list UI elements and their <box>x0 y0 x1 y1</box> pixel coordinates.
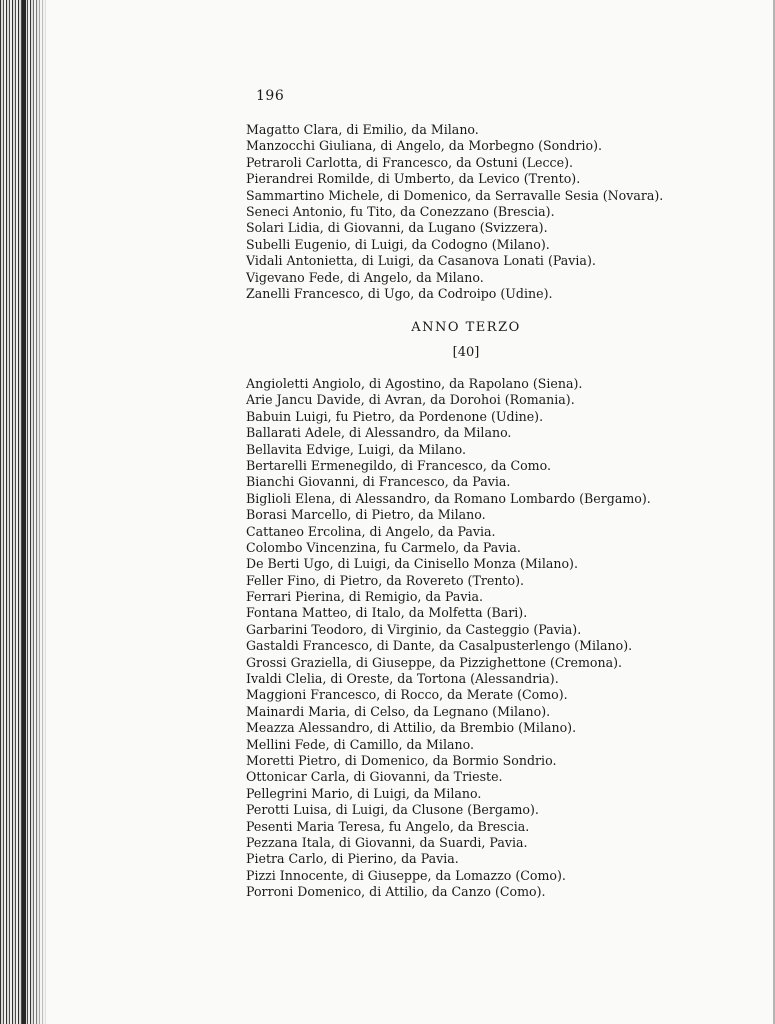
list-item: Arie Jancu Davide, di Avran, da Dorohoi (Romania). <box>246 392 575 408</box>
list-item: Angioletti Angiolo, di Agostino, da Rapolano (Siena). <box>246 376 583 391</box>
list-item: Pesenti Maria Teresa, fu Angelo, da Brescia. <box>246 818 530 834</box>
list-item: Solari Lidia, di Giovanni, da Lugano (Svizzera). <box>246 220 548 236</box>
list-item: Sammartino Michele, di Domenico, da Serravalle Sesia (Novara). <box>246 187 664 203</box>
list-item: Meazza Alessandro, di Attilio, da Brembio (Milano). <box>246 720 577 736</box>
list-item: Pizzi Innocente, di Giuseppe, da Lomazzo (Como). <box>246 867 566 883</box>
list-item: Vidali Antonietta, di Luigi, da Casanova Lonati (Pavia). <box>246 253 596 269</box>
list-item: Magatto Clara, di Emilio, da Milano. <box>246 122 479 137</box>
list-item: Pezzana Itala, di Giovanni, da Suardi, Pavia. <box>246 834 528 850</box>
list-item: Cattaneo Ercolina, di Angelo, da Pavia. <box>246 523 496 539</box>
section-count: [40] <box>452 345 480 360</box>
list-item: Ballarati Adele, di Alessandro, da Milano. <box>246 425 512 441</box>
list-item: Feller Fino, di Pietro, da Rovereto (Trento). <box>246 572 524 588</box>
page-number: 196 <box>256 88 285 104</box>
list-item: Bellavita Edvige, Luigi, da Milano. <box>246 441 467 457</box>
list-item: Fontana Matteo, di Italo, da Molfetta (Bari). <box>246 605 528 621</box>
scanned-book-spine <box>0 0 48 1024</box>
list-item: Bianchi Giovanni, di Francesco, da Pavia. <box>246 474 511 490</box>
student-list-anno-terzo <box>246 376 766 901</box>
list-item: Ferrari Pierina, di Remigio, da Pavia. <box>246 589 484 605</box>
list-item: Colombo Vincenzina, fu Carmelo, da Pavia. <box>246 539 521 555</box>
list-item: Vigevano Fede, di Angelo, da Milano. <box>246 269 484 285</box>
list-item: Ottonicar Carla, di Giovanni, da Trieste. <box>246 769 503 785</box>
list-item: Manzocchi Giuliana, di Angelo, da Morbegno (Sondrio). <box>246 138 602 154</box>
list-item: De Berti Ugo, di Luigi, da Cinisello Monza (Milano). <box>246 556 578 572</box>
list-item: Gastaldi Francesco, di Dante, da Casalpusterlengo (Milano). <box>246 638 633 654</box>
list-item: Seneci Antonio, fu Tito, da Conezzano (Brescia). <box>246 203 555 219</box>
list-item: Petraroli Carlotta, di Francesco, da Ostuni (Lecce). <box>246 154 573 170</box>
list-item: Biglioli Elena, di Alessandro, da Romano Lombardo (Bergamo). <box>246 490 651 506</box>
list-item: Moretti Pietro, di Domenico, da Bormio Sondrio. <box>246 752 557 768</box>
section-title: ANNO TERZO <box>411 320 521 335</box>
list-item: Perotti Luisa, di Luigi, da Clusone (Bergamo). <box>246 802 539 818</box>
student-list-previous-year <box>246 122 766 302</box>
list-item: Garbarini Teodoro, di Virginio, da Casteggio (Pavia). <box>246 621 582 637</box>
list-item: Mainardi Maria, di Celso, da Legnano (Milano). <box>246 703 551 719</box>
list-item: Porroni Domenico, di Attilio, da Canzo (Como). <box>246 884 546 900</box>
list-item: Pietra Carlo, di Pierino, da Pavia. <box>246 851 459 867</box>
list-item: Subelli Eugenio, di Luigi, da Codogno (Milano). <box>246 236 550 252</box>
list-item: Pierandrei Romilde, di Umberto, da Levico (Trento). <box>246 171 581 187</box>
list-item: Bertarelli Ermenegildo, di Francesco, da Como. <box>246 457 551 473</box>
list-item: Maggioni Francesco, di Rocco, da Merate (Como). <box>246 687 568 703</box>
list-item: Babuin Luigi, fu Pietro, da Pordenone (Udine). <box>246 408 544 424</box>
list-item: Zanelli Francesco, di Ugo, da Codroipo (Udine). <box>246 285 553 301</box>
list-item: Ivaldi Clelia, di Oreste, da Tortona (Alessandria). <box>246 671 559 687</box>
list-item: Grossi Graziella, di Giuseppe, da Pizzighettone (Cremona). <box>246 654 623 670</box>
list-item: Borasi Marcello, di Pietro, da Milano. <box>246 507 486 523</box>
list-item: Mellini Fede, di Camillo, da Milano. <box>246 736 474 752</box>
list-item: Pellegrini Mario, di Luigi, da Milano. <box>246 785 482 801</box>
